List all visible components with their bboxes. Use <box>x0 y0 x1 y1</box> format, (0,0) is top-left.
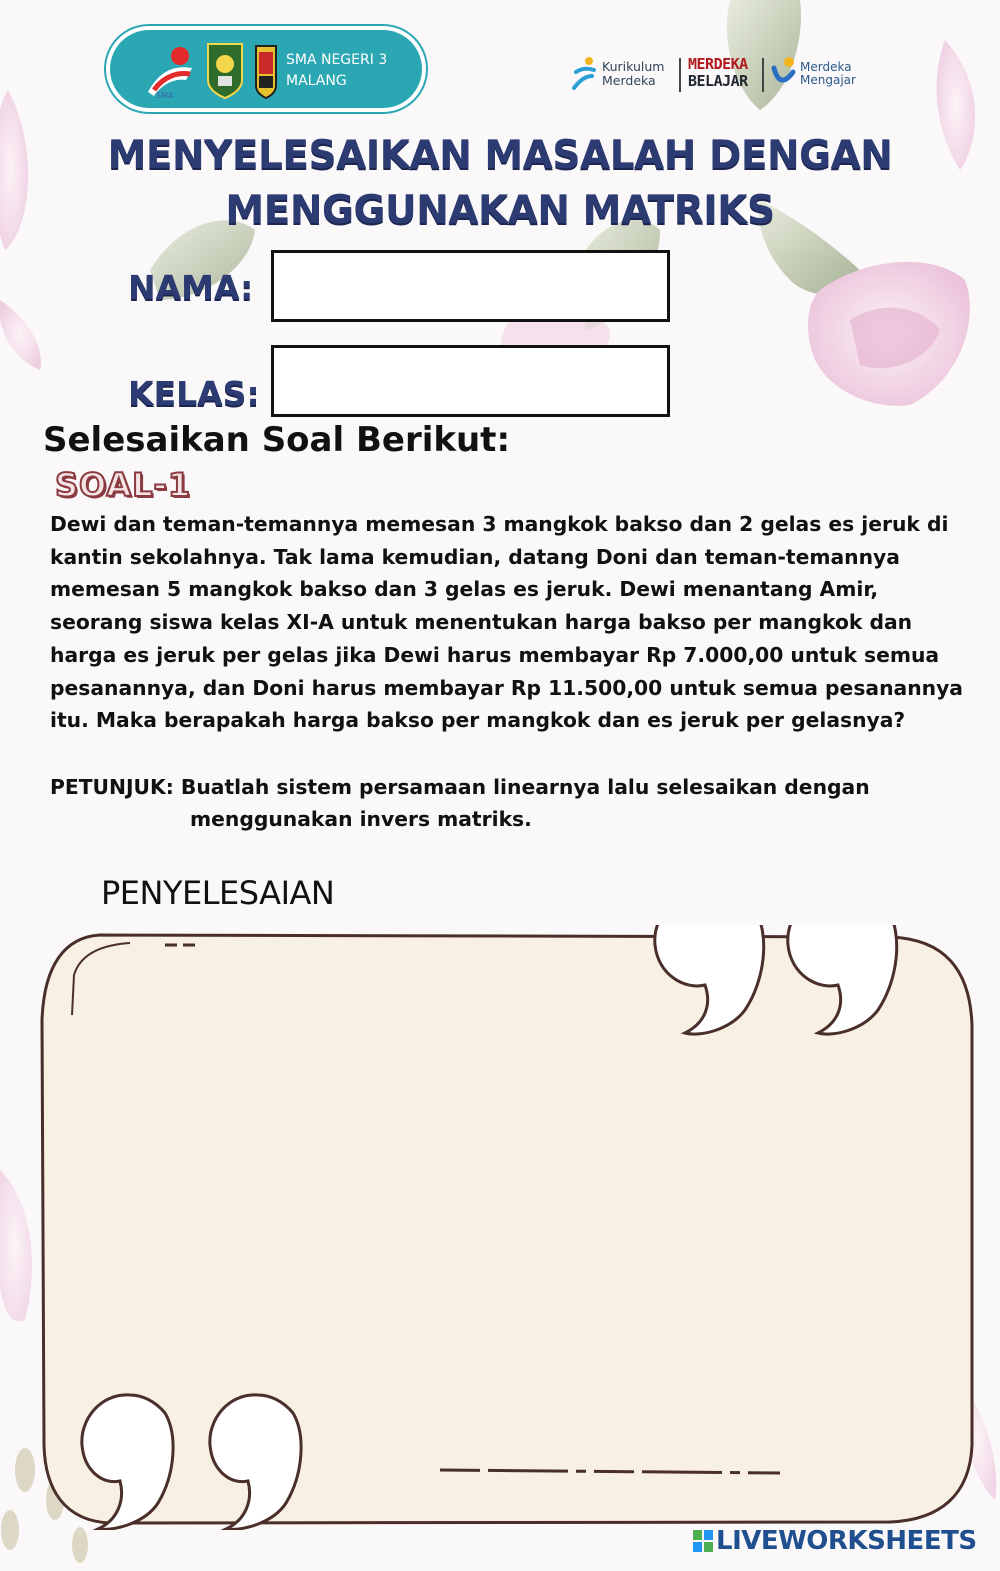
worksheet-title <box>0 128 1000 238</box>
school-name-line1: SMA NEGERI 3 <box>286 52 388 68</box>
merdeka-belajar-line1: MERDEKA <box>688 55 748 73</box>
class-input-box[interactable] <box>271 345 670 417</box>
hint-text-line2: menggunakan invers matriks. <box>190 807 532 831</box>
sma-logo-icon <box>148 47 192 100</box>
liveworksheets-icon <box>693 1530 713 1552</box>
school-logos <box>140 40 280 102</box>
title-line2: MENGGUNAKAN MATRIKS <box>225 188 775 233</box>
kurikulum-merdeka-text <box>602 60 664 88</box>
name-label: NAMA: <box>128 268 254 307</box>
merdeka-belajar-line2: BELAJAR <box>688 72 748 90</box>
name-input-box[interactable] <box>271 250 670 322</box>
class-field[interactable] <box>274 348 667 414</box>
school-name <box>286 50 416 92</box>
liveworksheets-text: LIVEWORKSHEETS <box>716 1526 977 1556</box>
liveworksheets-logo <box>693 1526 977 1556</box>
problem-text: Dewi dan teman-temannya memesan 3 mangkok bakso dan 2 gelas es jeruk di kantin sekolahnya. Tak lama kemudian, datang Doni dan teman-temannya memesan 5 mangkok bakso dan 3 gelas es jeruk. Dewi menantang Amir, seorang siswa kelas XI-A untuk menentukan harga bakso per mangkok dan harga es jeruk per gelas jika Dewi harus membayar Rp 7.000,00 untuk semua pesanannya, dan Doni harus membayar Rp 11.500,00 untuk semua pesanannya itu. Maka berapakah harga bakso per mangkok dan es jeruk per gelasnya? <box>50 512 963 733</box>
instruction-heading: Selesaikan Soal Berikut: <box>43 420 511 460</box>
title-line1: MENYELESAIKAN MASALAH DENGAN <box>107 133 893 178</box>
school-name-line2: MALANG <box>286 73 347 89</box>
malang-emblem-icon <box>256 46 276 98</box>
logo-divider <box>762 58 764 92</box>
mengajar-line1: Merdeka <box>800 60 852 74</box>
solution-label: PENYELESAIAN <box>101 874 335 912</box>
east-java-emblem-icon <box>208 44 242 98</box>
merdeka-mengajar-icon <box>771 56 797 92</box>
hint-label: PETUNJUK: <box>50 775 174 799</box>
merdeka-mengajar-text <box>800 61 856 87</box>
name-field[interactable] <box>274 253 667 319</box>
mengajar-line2: Mengajar <box>800 73 856 87</box>
merdeka-belajar-logo <box>688 56 748 90</box>
soal-title: SOAL-1 <box>55 466 192 504</box>
kurikulum-line1: Kurikulum <box>602 59 665 74</box>
kurikulum-line2: Merdeka <box>602 73 656 88</box>
logo-divider <box>679 58 681 92</box>
class-label: KELAS: <box>128 374 260 413</box>
svg-text:SMA: SMA <box>156 91 174 100</box>
hint <box>50 771 965 835</box>
answer-textarea[interactable] <box>90 1000 934 1434</box>
kurikulum-merdeka-icon <box>572 56 598 92</box>
hint-text-line1: Buatlah sistem persamaan linearnya lalu selesaikan dengan <box>180 775 870 799</box>
flower-lower-left <box>0 1170 32 1321</box>
